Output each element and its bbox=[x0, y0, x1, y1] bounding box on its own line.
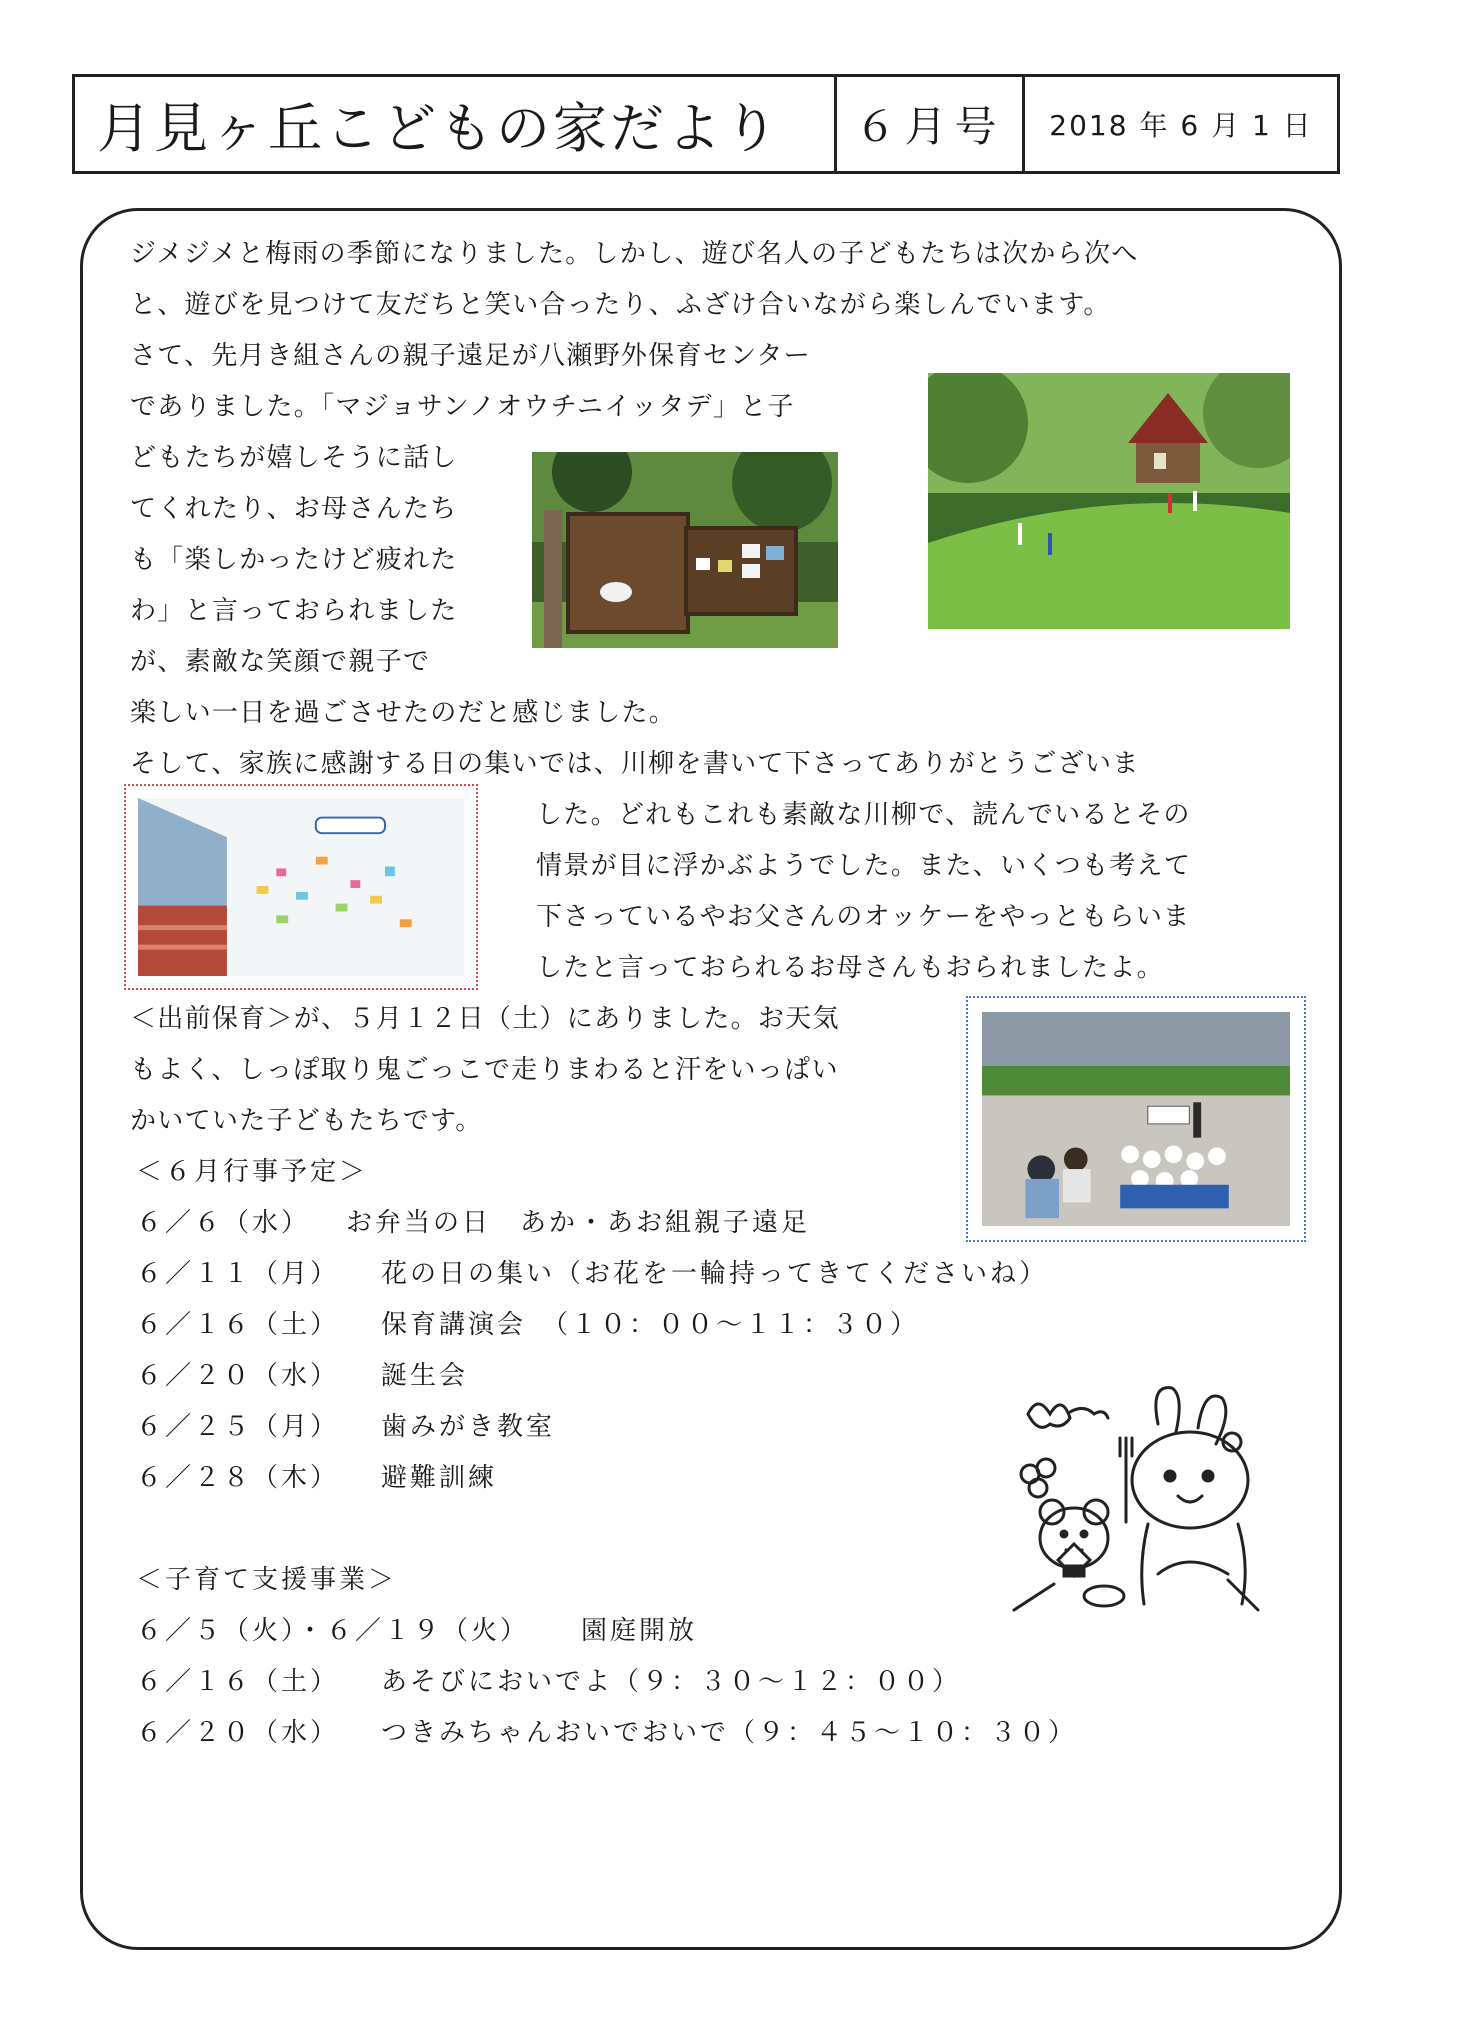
event-date: ６／２８（木） bbox=[136, 1463, 340, 1493]
june-events-heading: ＜６月行事予定＞ bbox=[136, 1157, 369, 1187]
excursion-line-3: どもたちが嬉しそうに話し bbox=[130, 443, 458, 473]
support-name: 園庭開放 bbox=[581, 1616, 698, 1646]
event-date: ６／１１（月） bbox=[136, 1259, 340, 1289]
senryu-line-2: した。どれもこれも素敵な川柳で、読んでいるとその bbox=[536, 800, 1191, 830]
support-heading: ＜子育て支援事業＞ bbox=[136, 1565, 398, 1595]
intro-line-1: ジメジメと梅雨の季節になりました。しかし、遊び名人の子どもたちは次から次へ bbox=[130, 239, 1139, 269]
newsletter-header bbox=[72, 74, 1340, 174]
senryu-line-5: したと言っておられるお母さんもおられましたよ。 bbox=[536, 953, 1164, 983]
event-date: ６／６（水） bbox=[136, 1208, 311, 1238]
support-date: ６／１６（土） bbox=[136, 1667, 340, 1697]
event-name: 避難訓練 bbox=[381, 1463, 498, 1493]
event-name: 歯みがき教室 bbox=[381, 1412, 556, 1442]
demae-line-2: もよく、しっぽ取り鬼ごっこで走りまわると汗をいっぱい bbox=[130, 1055, 839, 1085]
support-date: ６／２０（水） bbox=[136, 1718, 340, 1748]
event-name: 花の日の集い（お花を一輪持ってきてくださいね） bbox=[381, 1259, 1049, 1289]
newsletter-title: 月見ヶ丘こどもの家だより bbox=[75, 77, 837, 171]
excursion-line-7: が、素敵な笑顔で親子で bbox=[130, 647, 431, 677]
senryu-line-3: 情景が目に浮かぶようでした。また、いくつも考えて bbox=[536, 851, 1192, 881]
excursion-line-5: も「楽しかったけど疲れた bbox=[130, 545, 458, 575]
june-event-row bbox=[136, 1409, 555, 1445]
bunny-mouse-illustration bbox=[1008, 1384, 1268, 1616]
june-event-row bbox=[136, 1307, 919, 1343]
senryu-line-1: そして、家族に感謝する日の集いでは、川柳を書いて下さってありがとうございま bbox=[130, 749, 1140, 779]
excursion-line-1: さて、先月き組さんの親子遠足が八瀬野外保育センター bbox=[130, 341, 811, 371]
event-date: ６／２０（水） bbox=[136, 1361, 340, 1391]
support-name: あそびにおいでよ（９：３０～１２：００） bbox=[381, 1667, 962, 1697]
june-event-row bbox=[136, 1205, 810, 1241]
event-name: 保育講演会 （１０：００～１１：３０） bbox=[381, 1310, 920, 1340]
event-date: ６／１６（土） bbox=[136, 1310, 340, 1340]
event-name: お弁当の日 あか・あお組親子遠足 bbox=[346, 1208, 811, 1238]
excursion-line-6: わ」と言っておられました bbox=[130, 596, 458, 626]
demae-line-1: ＜出前保育＞が、５月１２日（土）にありました。お天気 bbox=[130, 1004, 840, 1034]
photo-hillside-house bbox=[928, 373, 1290, 629]
june-event-row bbox=[136, 1358, 468, 1394]
excursion-line-2: でありました。「マジョサンノオウチニイッタデ」と子 bbox=[130, 392, 795, 422]
intro-line-2: と、遊びを見つけて友だちと笑い合ったり、ふざけ合いながら楽しんでいます。 bbox=[130, 290, 1111, 320]
june-event-row bbox=[136, 1460, 497, 1496]
support-row bbox=[136, 1664, 961, 1700]
support-row bbox=[136, 1613, 697, 1649]
senryu-line-4: 下さっているやお父さんのオッケーをやっともらいま bbox=[536, 902, 1191, 932]
excursion-line-4: てくれたり、お母さんたち bbox=[130, 494, 458, 524]
support-row bbox=[136, 1715, 1077, 1751]
support-name: つきみちゃんおいでおいで（９：４５～１０：３０） bbox=[381, 1718, 1078, 1748]
photo-sign-board bbox=[532, 452, 838, 648]
issue-label: ６月号 bbox=[837, 77, 1025, 171]
support-date: ６／５（火）・６／１９（火） bbox=[136, 1616, 530, 1646]
photo-senryu-wall bbox=[124, 784, 478, 990]
excursion-line-8: 楽しい一日を過ごさせたのだと感じました。 bbox=[130, 698, 677, 728]
event-name: 誕生会 bbox=[381, 1361, 469, 1391]
event-date: ６／２５（月） bbox=[136, 1412, 340, 1442]
june-event-row bbox=[136, 1256, 1048, 1292]
photo-outdoor-class bbox=[966, 996, 1306, 1242]
demae-line-3: かいていた子どもたちです。 bbox=[130, 1106, 483, 1136]
issue-date: 2018 年 6 月 1 日 bbox=[1049, 109, 1313, 142]
